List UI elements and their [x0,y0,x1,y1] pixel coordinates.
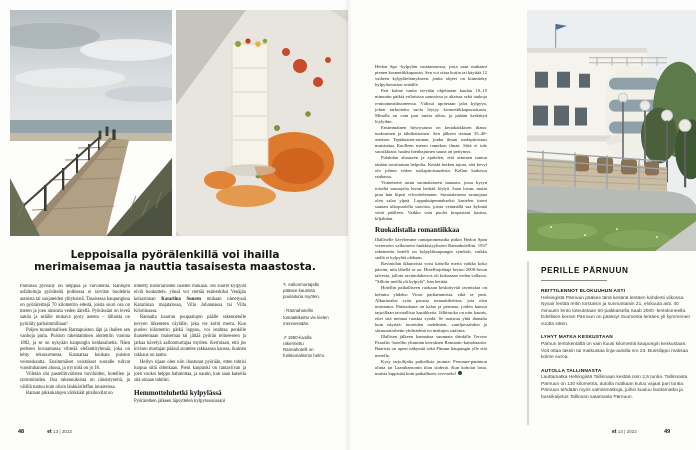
caption-item [283,308,329,326]
body-paragraph: Rannan pikkukatujen värikkäät pitsihuvilat on [26,391,113,397]
issue-number: 13 | 2022 [53,429,73,434]
page-number: 49 [664,429,671,435]
issue-label [612,429,637,434]
text-run: mukaan nimetyssä Katariinan majatalossa, Villa Johannassa tai Villa Kristiinassa. [134,296,246,315]
boardwalk-photo [10,10,172,236]
body-paragraph [375,359,487,377]
text-run: Kysy tarjoilijalta paikallisia juomia: Pernauer-panimon olutta tai Laanihansonin tilan siideriä. Kun kohotat lasia, muista kippistää kuin paikallinen: terviseks! [375,358,487,376]
body-paragraph: Pari kolme tuntia vievään ohjelmaan kuuluu 10–15 minuutin pätkiä erilaisissa saunoissa ja altaissa sekä taukoja rentoutumishuoneessa. Välissä upotetaan jalat kylpyyn, johon tarkoitettu suola löytyy kosmetiikkapussukasta. Minulla on vain pari tuntia aikaa, ja päätän keskittyä löylyihin. [375,88,487,124]
sidebar-title: PERILLE PÄRNUUN [541,266,629,275]
sidebar-section-heading: REITTILENNOT ELOKUUHUN ASTI [541,289,626,294]
issue-number: 13 | 2022 [617,429,637,434]
body-paragraph: Pulahdan altaaseen ja ajattelen, että uiminen tuntuu tänään tavattoman helpolta. Kestää hetken tajuta, että kevyt olo johtuu veden suolapitoisuudesta. Kellun kaikessa rauhassa. [375,155,487,179]
body-paragraph: Pärnussa pyöräily on helppoa ja vaivatonta. Rantojen asfaltoituja pyöräteitä polkiessa ei tarvitse huolehtia autoista tai suojateiden ylityksistä. Tasaisessa kaupungissa on pyöräreittejä 70 kilometrin edestä, joista suuri osa on meren ja joen ansiosta veden äärellä. Pyörässäni on leveä satula ja selälle mukava pysty asento – tällaista on pyöräily parhaimmillaan! [20,284,130,327]
left-page-footer [18,429,72,435]
right-page-column-1 [375,64,487,432]
center-fold [344,0,352,450]
food-photo [176,10,348,236]
arrow-up-left-icon: ↖ [283,282,287,287]
arrow-up-right-icon: ↗ [283,334,287,340]
sidebar-section [541,289,691,328]
rannahotell-photo [527,10,696,251]
headline-line1: Leppoisalla pyörälenkillä voi ihailla [70,249,280,261]
issue-label [47,429,72,434]
left-page-column-2 [134,284,246,439]
title-underline [541,280,607,281]
dune-grass-left [10,178,40,236]
page-number: 48 [18,429,24,435]
sidebar-section-heading: AUTOLLA TALLINNASTA [541,368,602,374]
sidebar-section [541,335,691,361]
body-paragraph: Ensimmäinen höyrysauna on kertakaikkisen ihana: tuoksuinen ja tähtikattoinen. Sen jälkeen testaan 35–40-asteisen Tepidarium-saunan, jonka ilman suolapitoisuus muistuttaa Kuolleen meren rannikon ilmaa. Siitä ei tule suosikkiani: haalea hienhajuinen sauna on pettymys. [375,124,487,155]
left-page-column-1 [20,284,130,439]
caption-text: 1950-luvulla rakennettu Rannahotelli on funktionalismin helmi. [283,334,325,359]
section-subheading: Ruokalistalla romantiikkaa [375,226,460,235]
body-paragraph: Hedon Spa -kylpylän vastaanotossa, josta saan mukaani pienen kosmetiikkapussin. Sen voi ottaa kotiin tai käyttää 12 vaiheen kylpyläelämykseen, jonka ohjeet on kiinnitetty kylpyläosaston seinälle. [375,64,487,88]
body-paragraph: Pyöräretken jälkeen läpsyttelen kylpytossuissani [134,399,225,405]
food-photo-art [176,10,348,236]
section-subheading: Hemmotteluhetki kylpylässä [134,388,222,397]
right-page-footer [612,429,670,435]
sidebar-section-body: Pärnun lentokentältä on vain kuusi kilometriä kaupungin keskustaan. Voit ottaa taksin tai matkustaa linja-autolla nro 23. Bussilippu maksaa kolme euroa. [541,341,688,361]
body-paragraph: Hellyn sijaan olen niin ihastunut pyörään, etten tohtisi luopua siitä ollenkaan. Pieni kaupunki on rantaviivan ja joen vuoksi helppo hahmottaa, ja nautin, kun saan katsella sitä omaan tahtiini. [134,359,246,384]
caption-item [283,335,329,360]
magazine-logo: et [47,429,52,435]
caption-text: Rannahotellin tomaattikeitto vie kielen mennessään. [283,308,329,326]
bold-name: Katariina Suuren [161,296,202,302]
body-paragraph: Illalliselle kävelemme rantapromenadia pitkin Hedon Span viereiseen valkoiseen funkkistyyliseen Rannahotelliin. 1937 rakennettu hotelli on kylpyläkaupungin symboli, vaikka siellä ei kylpylää olekaan. [375,236,487,260]
article-end-icon [458,371,463,376]
article-headline [16,249,334,274]
photo-captions [283,282,329,368]
sidebar-section-heading: LYHYT MATKA KESKUSTAAN [541,335,613,341]
body-paragraph: Hotellin paikalliseen ruokaan keskittyvää ravintolaa on kehuttu yhdeksi Viron parhaimmista, eikä se petä. Alkuruoaksi syön parasta tomaattikeittoa, jota olen maistanut. Pääruokana on kalaa ja perunaa, joiden kanssa tarjoillaan taivaallisia kastikkeita. Jälkiruoka on niin kaunis, ettei sitä meinaa raaskia syödä. Se maistuu yhtä ihanalta kuin näyttää: tuoreiden vadelmien, vaniljavaahdon ja sitruunasorbetin yhdistelmä on makujen sinfonia. [375,285,487,334]
headline-line2: merimaisemaa ja nauttia tasaisesta maastosta. [34,261,316,274]
boardwalk-photo-art [10,10,172,236]
arrow-up-icon: ↑ [283,308,286,314]
body-paragraph: Illallisen jälkeen kannattaa suunnata drinkille Tervise Paradiis -hotellin ylimmän kerroksen Romantic-kattobaariin. Baarista on upeat näkymät sekä Pärnun kaupungin ylle että merelle. [375,334,487,358]
body-paragraph [134,284,246,315]
building-photo-art [527,10,696,251]
body-paragraph: Ravintolan ikkunoista voisi katsella merta vaikka koko päivän, niin lähellä se on. Hotellinjohtaja kertoo 2000-luvun talvesta, jolloin ravintolakerros oli kokonaan veden vallassa. ”Silloin meillä oli kylpylä”, hän heittää. [375,261,487,285]
magazine-logo: et [612,429,617,435]
caption-text: Aallonmurtajalle pääsee kaunista puulaituria myöten. [283,282,321,300]
body-paragraph: Poljen tunnelmallisen Rantapuiston läpi ja ihailen sen vanhoja puita. Puiston rakentaminen aloitettiin vuonna 1882, ja se on nykyään kaupungin keidasaluetta. Näen perheen kuvaamassa vihreää elefanttiryhmää, joka on tehty tekonurmesta. Kannattaa koukata puiston veistoskautta. Ensimmäiset veistokset suoralle tulivat vuosituhannen alussa, ja nyt niitä on jo 18. [20,328,130,371]
sidebar-section-body: Helsingistä Pärnuun pääsee tänä kesänä lentäen kahdesti viikossa. Nyxair lentää reitin torstaisin ja sunnuntaisin 21. elokuuta asti. 40 minuutin lento toteutetaan 50-paikkaisella Saab 2000 -lentokoneella. Edellisen kerran Pärnuun on päässyt Suomesta lentäen yli kymmenen vuotta sitten. [541,295,691,327]
sidebar-section [541,369,691,402]
sidebar-section-body: Lauttamatka Helsingistä Tallinnaan kestää noin 2,5 tuntia. Tallinnasta Pärnuun on 130 kilometriä, autolla matkaan kuluu vajaat pari tuntia. Pärnuun tehdään myös valmismatkoja, joihin kuuluu lauttamatka ja bussikuljetus Tallinnan satamasta Pärnuun. [541,375,688,401]
terrine-slice [232,44,268,166]
sidebar-divider-line [527,261,529,425]
caption-item [283,282,329,300]
body-paragraph: Viiletän ohi pastellinväristen huviloiden, hotellien ja ravintoloiden. Osa rakennuksista on ränsistyneitä, ja välillä tuntuu kuin olisin länkkärileffan lavasteissa. [20,372,130,390]
sea [10,120,172,135]
body-paragraph: Rannalta kaarran puupaalujen päälle rakennetulle kevyen liikenteen väylälle, joka vie kohti merta. Kun puolen kilometrin pätkä loppuu, voi istahtaa penkille ihastelemaan maisemaa tai jättää pyörän telineeseen ja jatkaa kävelyä aallonmurtajaa myöten. Kerrotaan, että jos kivisen murtajan päässä suutelee rakkaansa kanssa, ikuinen rakkaus on taattu. [134,315,246,359]
travel-info-sidebar [541,266,691,409]
text-run: nimetty historiallisten naisten mukaan. Jos suuret kylpylät eivät houkuttele, yönsä voi viettää esimerkiksi Venäjän keisarinnan [134,284,246,302]
body-paragraph: Viimeisenä astun suomalaiseen saunaan, jossa kysyn toiselta saunojalta luvan heittää löylyä. Saan luvan, mutta pian hän hipsii vilvoittelemaan. Suomalaisena saunojana olen salaa ylpeä. Loppuhuipennukseksi kastelen itseni saunan ulkopuolella saavista, joista vetämällä saa kylmää vettä päälleen. Vaikka vain puolet kropastani kastuu, kiljahdan. [375,179,487,222]
